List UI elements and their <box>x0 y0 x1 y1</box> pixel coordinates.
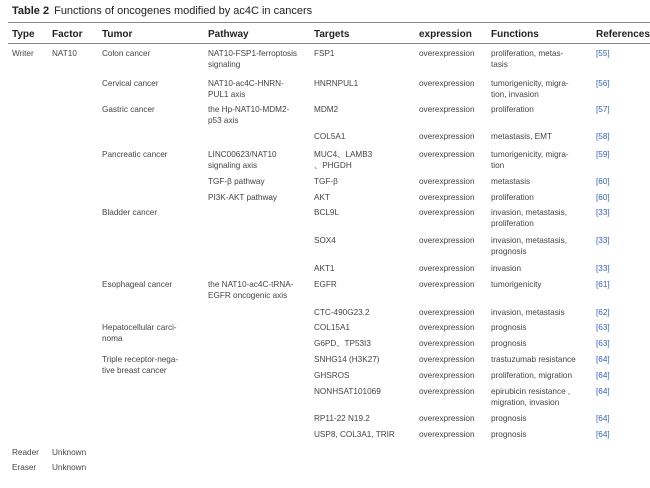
cell-functions: trastuzumab resistance <box>491 355 576 364</box>
table-label: Table 2 <box>12 5 50 17</box>
cell-target: AKT1 <box>314 264 335 273</box>
cell-reference[interactable]: [58] <box>596 132 610 141</box>
table-title: Functions of oncogenes modified by ac4C in cancers <box>54 5 313 17</box>
cell-reference[interactable]: [62] <box>596 308 610 317</box>
cell-type: Eraser <box>12 463 37 472</box>
cell-expression: overexpression <box>419 236 475 245</box>
col-header-type: Type <box>12 29 35 40</box>
cell-target: SNHG14 (H3K27) <box>314 355 380 364</box>
cell-target: 、PHGDH <box>314 160 352 170</box>
cell-tumor: Bladder cancer <box>102 208 158 217</box>
cell-reference[interactable]: [33] <box>596 236 610 245</box>
cell-target: EGFR <box>314 280 337 289</box>
cell-tumor: Pancreatic cancer <box>102 150 168 159</box>
top-rule <box>8 22 650 23</box>
cell-pathway: LINC00623/NAT10 <box>208 150 277 159</box>
cell-expression: overexpression <box>419 177 475 186</box>
cell-pathway: PI3K-AKT pathway <box>208 193 278 202</box>
cell-reference[interactable]: [64] <box>596 387 610 396</box>
cell-functions: prognosis <box>491 430 527 439</box>
cell-target: MDM2 <box>314 105 339 114</box>
cell-reference[interactable]: [56] <box>596 79 610 88</box>
cell-expression: overexpression <box>419 105 475 114</box>
cell-functions: metastasis, EMT <box>491 132 552 141</box>
cell-factor: Unknown <box>52 463 87 472</box>
cell-tumor: Esophageal cancer <box>102 280 173 289</box>
cell-reference[interactable]: [33] <box>596 264 610 273</box>
cell-functions: prognosis <box>491 339 527 348</box>
cell-target: USP8, COL3A1, TRIR <box>314 430 395 439</box>
cell-tumor: noma <box>102 333 123 343</box>
cell-factor: NAT10 <box>52 49 77 58</box>
cell-target: CTC-490G23.2 <box>314 308 370 317</box>
cell-functions: invasion, metastasis, <box>491 208 567 217</box>
cell-functions: tasis <box>491 59 508 69</box>
cell-type: Reader <box>12 448 39 457</box>
cell-target: COL15A1 <box>314 323 350 332</box>
cell-functions: migration, invasion <box>491 397 560 407</box>
cell-expression: overexpression <box>419 339 475 348</box>
cell-reference[interactable]: [60] <box>596 177 610 186</box>
cell-expression: overexpression <box>419 323 475 332</box>
cell-reference[interactable]: [64] <box>596 430 610 439</box>
cell-pathway: p53 axis <box>208 115 239 125</box>
cell-target: G6PD、TP53I3 <box>314 339 371 348</box>
cell-expression: overexpression <box>419 79 475 88</box>
cell-functions: metastasis <box>491 177 531 186</box>
cell-reference[interactable]: [63] <box>596 339 610 348</box>
cell-target: NONHSAT101069 <box>314 387 381 396</box>
cell-reference[interactable]: [63] <box>596 323 610 332</box>
cell-pathway: signaling <box>208 59 241 69</box>
cell-functions: tumorigenicity, migra- <box>491 79 569 88</box>
cell-target: COL5A1 <box>314 132 346 141</box>
cell-reference[interactable]: [60] <box>596 193 610 202</box>
cell-pathway: the NAT10-ac4C-tRNA- <box>208 280 294 289</box>
cell-expression: overexpression <box>419 414 475 423</box>
cell-functions: proliferation, metas- <box>491 49 564 58</box>
col-header-targets: Targets <box>314 29 350 40</box>
cell-expression: overexpression <box>419 355 475 364</box>
cell-factor: Unknown <box>52 448 87 457</box>
cell-expression: overexpression <box>419 280 475 289</box>
cell-reference[interactable]: [55] <box>596 49 610 58</box>
cell-functions: tumorigenicity <box>491 280 542 289</box>
col-header-expression: expression <box>419 29 472 40</box>
cell-expression: overexpression <box>419 387 475 396</box>
cell-tumor: Triple receptor-nega- <box>102 355 179 364</box>
cell-functions: proliferation <box>491 193 534 202</box>
col-header-pathway: Pathway <box>208 29 249 40</box>
cell-reference[interactable]: [64] <box>596 371 610 380</box>
cell-functions: tumorigenicity, migra- <box>491 150 569 159</box>
cell-target: SOX4 <box>314 236 336 245</box>
cell-functions: prognosis <box>491 414 527 423</box>
cell-functions: invasion, metastasis, <box>491 236 567 245</box>
cell-functions: proliferation <box>491 218 534 228</box>
table-caption <box>12 5 312 17</box>
cell-tumor: Hepatocellular carci- <box>102 323 177 332</box>
cell-reference[interactable]: [57] <box>596 105 610 114</box>
cell-target: AKT <box>314 193 330 202</box>
cell-functions: proliferation, migration <box>491 371 573 380</box>
cell-expression: overexpression <box>419 132 475 141</box>
cell-reference[interactable]: [61] <box>596 280 610 289</box>
cell-reference[interactable]: [59] <box>596 150 610 159</box>
col-header-tumor: Tumor <box>102 29 133 40</box>
cell-pathway: TGF-β pathway <box>208 177 265 186</box>
cell-expression: overexpression <box>419 308 475 317</box>
cell-pathway: PUL1 axis <box>208 89 246 99</box>
cell-target: BCL9L <box>314 208 340 217</box>
cell-target: MUC4、LAMB3 <box>314 150 373 159</box>
cell-expression: overexpression <box>419 193 475 202</box>
col-header-factor: Factor <box>52 29 83 40</box>
cell-expression: overexpression <box>419 150 475 159</box>
header-rule <box>8 43 650 44</box>
cell-tumor: Cervical cancer <box>102 79 159 88</box>
cell-pathway: signaling axis <box>208 160 258 170</box>
cell-target: GHSROS <box>314 371 350 380</box>
cell-tumor: tive breast cancer <box>102 365 167 375</box>
cell-functions: epirubicin resistance , <box>491 387 571 396</box>
cell-target: HNRNPUL1 <box>314 79 359 88</box>
cell-functions: tion <box>491 160 505 170</box>
cell-tumor: Colon cancer <box>102 49 151 58</box>
cell-target: RP11-22 N19.2 <box>314 414 370 423</box>
cell-tumor: Gastric cancer <box>102 105 155 114</box>
cell-expression: overexpression <box>419 208 475 217</box>
cell-functions: invasion <box>491 264 522 273</box>
cell-pathway: the Hp-NAT10-MDM2- <box>208 105 290 114</box>
cell-functions: proliferation <box>491 105 534 114</box>
cell-functions: invasion, metastasis <box>491 308 565 317</box>
cell-expression: overexpression <box>419 264 475 273</box>
cell-expression: overexpression <box>419 371 475 380</box>
col-header-functions: Functions <box>491 29 539 40</box>
cell-type: Writer <box>12 49 34 58</box>
cell-target: TGF-β <box>314 177 338 186</box>
cell-reference[interactable]: [33] <box>596 208 610 217</box>
cell-pathway: EGFR oncogenic axis <box>208 290 288 300</box>
cell-functions: prognosis <box>491 246 527 256</box>
cell-reference[interactable]: [64] <box>596 414 610 423</box>
col-header-references: References <box>596 29 650 40</box>
cell-pathway: NAT10-FSP1-ferroptosis <box>208 49 298 58</box>
cell-reference[interactable]: [64] <box>596 355 610 364</box>
cell-pathway: NAT10-ac4C-HNRN- <box>208 79 284 88</box>
cell-functions: tion, invasion <box>491 89 539 99</box>
cell-expression: overexpression <box>419 430 475 439</box>
cell-expression: overexpression <box>419 49 475 58</box>
cell-functions: prognosis <box>491 323 527 332</box>
cell-target: FSP1 <box>314 49 335 58</box>
